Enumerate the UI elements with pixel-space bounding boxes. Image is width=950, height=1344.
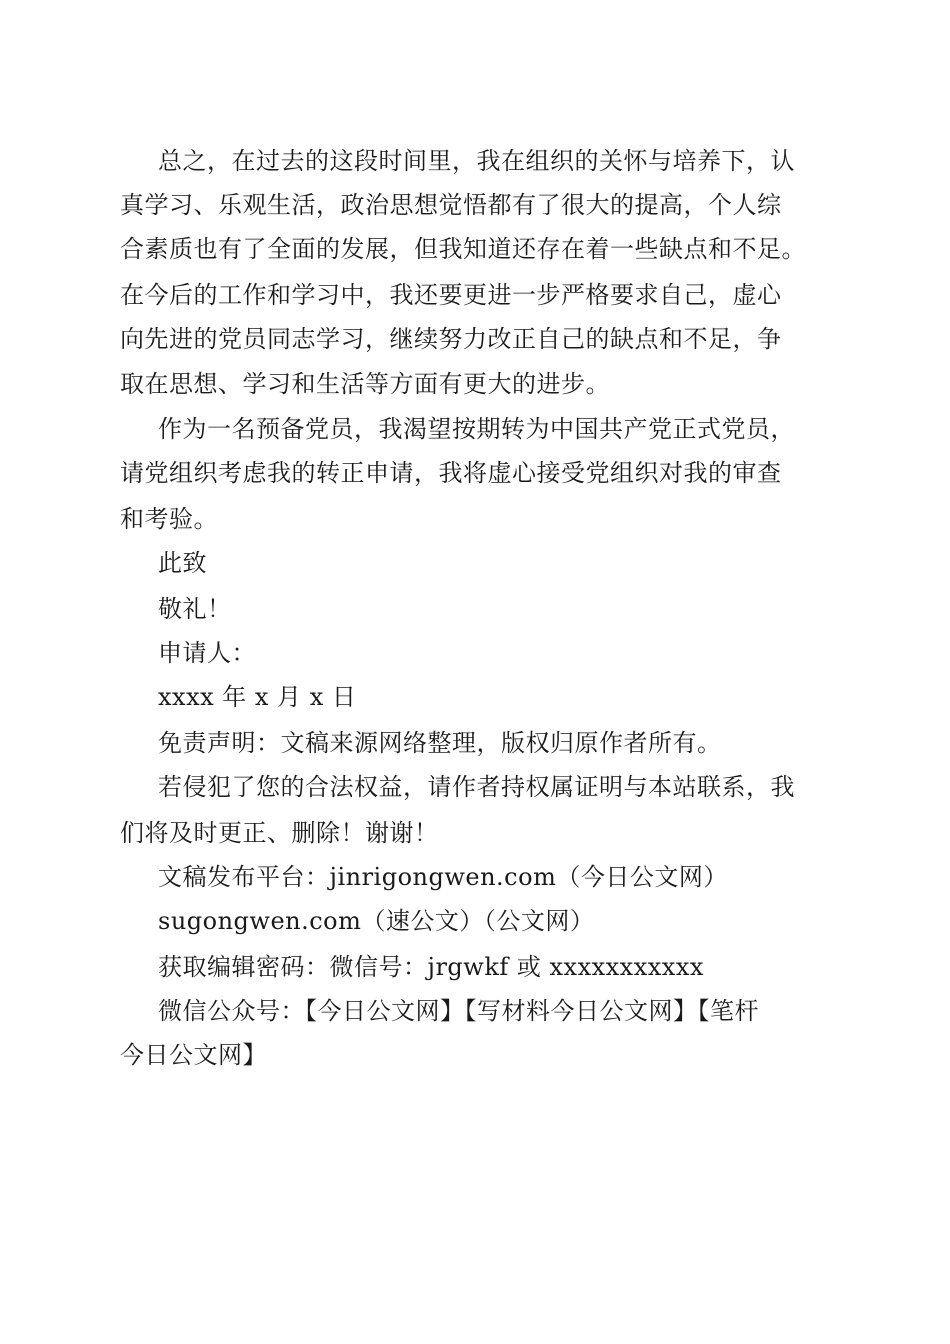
- disclaimer-platform-alt: sugongwen.com（速公文）（公文网）: [158, 907, 595, 935]
- paragraph-2-line-2: 请党组织考虑我的转正申请，我将虚心接受党组织对我的审查: [120, 459, 782, 487]
- closing-salutation: 此致: [158, 549, 207, 577]
- paragraph-1-line-6: 取在思想、学习和生活等方面有更大的进步。: [120, 370, 610, 398]
- disclaimer-infringement-line-1: 若侵犯了您的合法权益，请作者持权属证明与本站联系，我: [158, 773, 795, 801]
- paragraph-1-line-4: 在今后的工作和学习中，我还要更进一步严格要求自己，虚心: [120, 281, 782, 309]
- paragraph-2-line-1: 作为一名预备党员，我渴望按期转为中国共产党正式党员，: [158, 415, 795, 443]
- disclaimer-infringement-line-2: 们将及时更正、删除！谢谢！: [120, 819, 439, 847]
- closing-applicant: 申请人：: [158, 639, 256, 667]
- paragraph-1-line-2: 真学习、乐观生活，政治思想觉悟都有了很大的提高，个人综: [120, 191, 782, 219]
- disclaimer-wechat-line-1: 微信公众号：【今日公文网】【写材料今日公文网】【笔杆: [158, 997, 759, 1025]
- paragraph-1-line-1: 总之，在过去的这段时间里，我在组织的关怀与培养下，认: [158, 147, 795, 175]
- paragraph-2-line-3: 和考验。: [120, 505, 218, 533]
- disclaimer-statement: 免责声明：文稿来源网络整理，版权归原作者所有。: [158, 729, 722, 757]
- disclaimer-password: 获取编辑密码：微信号：jrgwkf 或 xxxxxxxxxxx: [158, 953, 704, 981]
- paragraph-1-line-3: 合素质也有了全面的发展，但我知道还存在着一些缺点和不足。: [120, 235, 806, 263]
- disclaimer-platform: 文稿发布平台：jinrigongwen.com（今日公文网）: [158, 863, 728, 891]
- paragraph-1-line-5: 向先进的党员同志学习，继续努力改正自己的缺点和不足，争: [120, 325, 782, 353]
- closing-respect: 敬礼！: [158, 595, 232, 623]
- closing-date: xxxx 年 x 月 x 日: [158, 683, 357, 711]
- disclaimer-wechat-line-2: 今日公文网】: [120, 1041, 267, 1069]
